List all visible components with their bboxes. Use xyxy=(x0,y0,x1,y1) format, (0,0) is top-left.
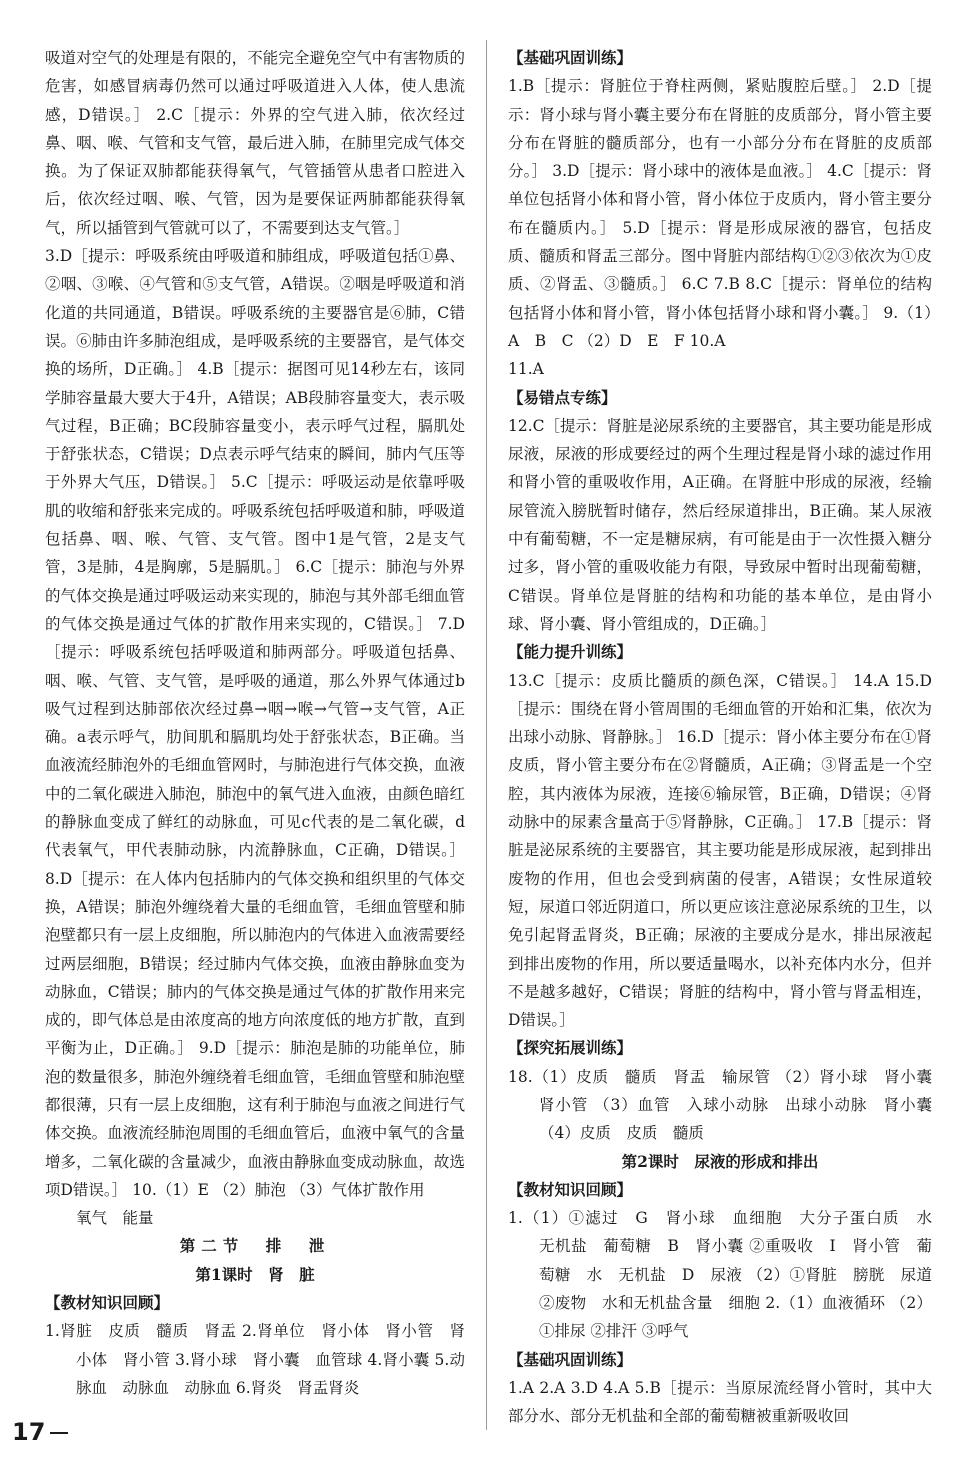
answer-paragraph: 11.A xyxy=(508,360,544,379)
section-heading: 【基础巩固训练】 xyxy=(508,1349,633,1369)
page-number: 17 xyxy=(12,1418,46,1446)
answer-paragraph: 氧气 能量 xyxy=(76,1209,154,1228)
column-divider xyxy=(486,40,487,1430)
left-column xyxy=(45,44,465,1402)
lesson-title: 第1课时 肾 脏 xyxy=(195,1264,315,1284)
answer-paragraph: 1.肾脏 皮质 髓质 肾盂 2.肾单位 肾小体 肾小管 肾小体 肾小管 3.肾小球 肾小囊 血管球 4.肾小囊 5.动脉血 动脉血 动脉血 6.肾炎 肾盂肾炎 xyxy=(45,1322,465,1397)
answer-paragraph: 1.（1）①滤过 G 肾小球 血细胞 大分子蛋白质 水 无机盐 葡萄糖 B 肾小囊 ②重吸收 I 肾小管 葡萄糖 水 无机盐 D 尿液 （2）①肾脏 膀胱 尿道 ②废物 水和无机盐含量 细胞 2.（1）血液循环 （2）①排尿 ②排汗 ③呼气 xyxy=(508,1209,948,1341)
section-heading: 【探究拓展训练】 xyxy=(508,1038,633,1058)
answer-paragraph: 3.D［提示：呼吸系统由呼吸道和肺组成，呼吸道包括①鼻、②咽、③喉、④气管和⑤支气管，A错误。②咽是呼吸道和消化道的共同通道，B错误。呼吸系统的主要器官是⑥肺，C错误。⑥肺由许多肺泡组成，是呼吸系统的主要器官，是气体交换的场所，D正确。］ 4.B［提示：据图可见14秒左右，该同学肺容量最大要大于4升，A错误；AB段肺容量变大，表示吸气过程，B正确；BC段肺容量变小，表示呼气过程，膈肌处于舒张状态，C错误；D点表示呼气结束的瞬间，肺内气压等于外界大气压，D错误。］ 5.C［提示：呼吸运动是依靠呼吸肌的收缩和舒张来完成的。呼吸系统包括呼吸道和肺，呼吸道包括鼻、咽、喉、气管、支气管。图中1是气管，2是支气管，3是肺，4是胸廓，5是膈肌。］ 6.C［提示：肺泡与外界的气体交换是通过呼吸运动来实现的，肺泡与其外部毛细血管的气体交换是通过气体的扩散作用来实现的，C错误。］ 7.D［提示：呼吸系统包括呼吸道和肺两部分。呼吸道包括鼻、咽、喉、气管、支气管，是呼吸的通道，那么外界气体通过b吸气过程到达肺部依次经过鼻→咽→喉→气管→支气管，A正确。a表示呼气，肋间肌和膈肌均处于舒张状态，B正确。当血液流经肺泡外的毛细血管网时，与肺泡进行气体交换，血液中的二氧化碳进入肺泡，肺泡中的氧气进入血液，由颜色暗红的静脉血变成了鲜红的动脉血，可见c代表的是二氧化碳，d代表氧气，甲代表肺动脉，内流静脉血，C正确，D错误。］ 8.D［提示：在人体内包括肺内的气体交换和组织里的气体交换，A错误；肺泡外缠绕着大量的毛细血管，毛细血管壁和肺泡壁都只有一层上皮细胞，所以肺泡内的气体进入血液需要经过两层细胞，B错误；经过肺内气体交换，血液由静脉血变为动脉血，C错误；肺内的气体交换是通过气体的扩散作用来完成的，即气体总是由浓度高的地方向浓度低的地方扩散，直到平衡为止，D正确。］ 9.D［提示：肺泡是肺的功能单位，肺泡的数量很多，肺泡外缠绕着毛细血管，毛细血管壁和肺泡壁都很薄，只有一层上皮细胞，这有利于肺泡与血液之间进行气体交换。血液流经肺泡周围的毛细血管后，血液中氧气的含量增多，二氧化碳的含量减少，血液由静脉血变成动脉血，故选项D错误。］ 10.（1）E （2）肺泡 （3）气体扩散作用 xyxy=(45,247,465,1199)
lesson-title: 第2课时 尿液的形成和排出 xyxy=(621,1151,819,1171)
answer-paragraph: 吸道对空气的处理是有限的，不能完全避免空气中有害物质的危害，如感冒病毒仍然可以通过呼吸道进入人体，使人患流感，D错误。］ 2.C［提示：外界的空气进入肺，依次经过鼻、咽、喉、气管和支气管，最后进入肺，在肺里完成气体交换。为了保证双肺都能获得氧气，气管插管从患者口腔进入后，依次经过咽、喉、气管，因为是要保证两肺都能获得氧气，所以插管到气管就可以了，不需要到达支气管。］ xyxy=(45,49,465,237)
answer-paragraph: 13.C［提示：皮质比髓质的颜色深，C错误。］ 14.A 15.D［提示：围绕在肾小管周围的毛细血管的开始和汇集，依次为出球小动脉、肾静脉。］ 16.D［提示：肾小体主要分布在①肾皮质，肾小管主要分布在②肾髓质，A正确；③肾盂是一个空腔，其内液体为尿液，连接⑥输尿管，B正确，D错误；④肾动脉中的尿素含量高于⑤肾静脉，C正确。］ 17.B［提示：肾脏是泌尿系统的主要器官，其主要功能是形成尿液，起到排出废物的作用，但也会受到病菌的侵害，A错误；女性尿道较短，尿道口邻近阴道口，所以更应该注意泌尿系统的卫生，以免引起肾盂肾炎，B正确；尿液的主要成分是水，排出尿液起到排出废物的作用，所以要适量喝水，以补充体内水分，但并不是越多越好，C错误；肾脏的结构中，肾小管与肾盂相连，D错误。］ xyxy=(508,671,932,1030)
section-heading: 【易错点专练】 xyxy=(508,387,617,407)
section-heading: 【教材知识回顾】 xyxy=(45,1293,170,1313)
answer-paragraph: 1.B［提示：肾脏位于脊柱两侧，紧贴腹腔后壁。］ 2.D［提示：肾小球与肾小囊主要分布在肾脏的皮质部分，肾小管主要分布在肾脏的髓质部分，也有一小部分分布在肾脏的皮质部分。］ 3.D［提示：肾小球中的液体是血液。］ 4.C［提示：肾单位包括肾小体和肾小管，肾小体位于皮质内，肾小管主要分布在髓质内。］ 5.D［提示：肾是形成尿液的器官，包括皮质、髓质和肾盂三部分。图中肾脏内部结构①②③依次为①皮质、②肾盂、③髓质。］ 6.C 7.B 8.C［提示：肾单位的结构包括肾小体和肾小管，肾小体包括肾小球和肾小囊。］ 9.（1）A B C （2）D E F 10.A xyxy=(508,77,932,350)
chapter-title: 第二节 排 泄 xyxy=(179,1236,331,1256)
right-column xyxy=(508,44,948,1431)
answer-paragraph: 1.A 2.A 3.D 4.A 5.B［提示：当原尿流经肾小管时，其中大部分水、部分无机盐和全部的葡萄糖被重新吸收回 xyxy=(508,1378,932,1426)
section-heading: 【能力提升训练】 xyxy=(508,642,633,662)
answer-paragraph: 18.（1）皮质 髓质 肾盂 输尿管 （2）肾小球 肾小囊 肾小管 （3）血管 入球小动脉 出球小动脉 肾小囊 （4）皮质 皮质 髓质 xyxy=(508,1067,948,1143)
section-heading: 【教材知识回顾】 xyxy=(508,1179,633,1199)
answer-paragraph: 12.C［提示：肾脏是泌尿系统的主要器官，其主要功能是形成尿液，尿液的形成要经过的两个生理过程是肾小球的滤过作用和肾小管的重吸收作用，A正确。在肾脏中形成的尿液，经输尿管流入膀胱暂时储存，然后经尿道排出，B正确。某人尿液中有葡萄糖，不一定是糖尿病，有可能是由于一次性摄入糖分过多，肾小管的重吸收能力有限，导致尿中暂时出现葡萄糖，C错误。肾单位是肾脏的结构和功能的基本单位，是由肾小球、肾小囊、肾小管组成的，D正确。］ xyxy=(508,416,933,633)
page-number-rule xyxy=(50,1432,68,1434)
section-heading: 【基础巩固训练】 xyxy=(508,48,633,67)
